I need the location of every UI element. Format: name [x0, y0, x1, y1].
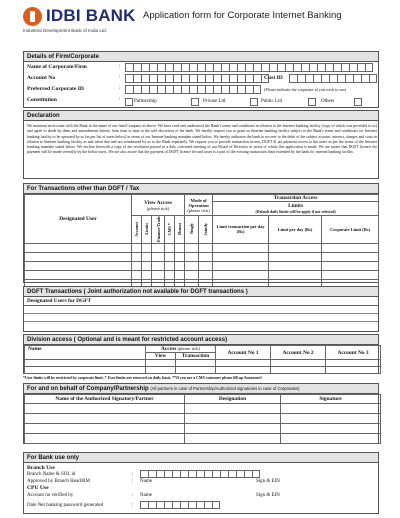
preferred-id-note: (Please indicate the corporate id you wish to use) [264, 87, 347, 92]
transaction-access-header: Transaction Access [213, 195, 379, 202]
declaration-text: We maintain an account with the Bank in the name of our firm/Company as above. We have read and understood the Bank's terms and conditions in relation to the Internet banking facility (copy of which was provided to us) and agree to abide by them and amendments thereto from time to time at the sole discretion of the bank. We hereby request you to grant us Internet banking facility subject to the Bank's terms and conditions for Internet banking facility to be operated by us (as per list of users below) in terms of our Internet banking mandate stated below. We hereby authorize the bank to recover to the debit of the subject account, interest, charges and costs in relation to Internet banking facility as and when due and not reimbursed by us to the Bank separately. We request you to provide transaction access, DGFT & tax payment access to the users as per the terms of the Internet banking mandate stated below. We enclose herewith a copy of the resolution passed in a duly convened meeting of our Board of Directors in terms of which this application is made. We are aware that DGFT licence fee payment will be made severally by the below users. We are also aware that the payment of DGFT licence fee and taxes is a part of the existing transaction limit extended by the bank for internet banking facility. [27, 124, 377, 155]
cpu-use-label: CPU Use [27, 485, 49, 491]
cust-id-label: Cust ID [264, 75, 283, 81]
view-cms-col: CMS * [165, 216, 175, 244]
preferred-id-label: Preferred Corporate ID [27, 86, 84, 92]
account-no-boxes[interactable] [125, 74, 269, 83]
view-demat-col: Demat [175, 216, 185, 244]
view-finance-col: Finance/Trade [152, 216, 165, 244]
account-no-1-header: Account No 1 [216, 346, 271, 360]
table-row[interactable] [25, 243, 379, 252]
approved-sign-label: Sign & EIN [256, 479, 280, 484]
cust-id-boxes[interactable] [289, 74, 377, 83]
constitution-label: Constitution [27, 97, 57, 103]
account-verified-label: Account no verified by [27, 493, 74, 498]
view-limits-col: Limits [142, 216, 152, 244]
declaration-section [23, 110, 379, 179]
account-no-3-header: Account No 3 [326, 346, 381, 360]
idbi-logo [23, 6, 141, 36]
others-checkbox[interactable] [308, 98, 316, 106]
division-name-header: Name [25, 346, 146, 353]
mode-singly-col: Singly [185, 216, 199, 244]
behalf-heading: For and on behalf of Company/Partnership (All partners in case of Partnership/Authorized signatories in case of Corporates) [24, 384, 378, 394]
dgft-user-line[interactable] [24, 306, 378, 314]
division-section [23, 334, 379, 374]
view-account-col: Account [132, 216, 142, 244]
details-heading: Details of Firm/Corporate [24, 52, 378, 62]
public-ltd-checkbox[interactable] [250, 98, 258, 106]
dgft-heading: DGFT Transactions ( Joint authorization not available for DGFT transactions ) [24, 287, 378, 297]
division-heading: Division access ( Optional and is meant for restricted account access) [24, 335, 378, 345]
declaration-heading: Declaration [24, 111, 378, 121]
account-no-2-header: Account No 2 [271, 346, 326, 360]
verified-sign-label: Sign & EIN [256, 493, 280, 498]
signatory-table [24, 394, 381, 444]
password-date-boxes[interactable] [140, 501, 220, 509]
division-table [24, 345, 381, 374]
bank-use-section: For Bank use only Branch Use Branch Name & SOL id : Approved by Branch Head/RM : Name Sign & EIN CPU Use Account no verified by : Name Sign & EIN Date Net banking password generated : [23, 452, 379, 514]
designation-header: Designation [185, 395, 281, 404]
transactions-section [23, 183, 379, 283]
table-row[interactable] [25, 404, 381, 414]
private-ltd-checkbox[interactable] [191, 98, 199, 106]
approved-name-label: Name [140, 479, 152, 484]
account-no-label: Account No [27, 75, 56, 81]
logo-subtitle: Industrial Development Bank of India Ltd. [23, 28, 108, 33]
approved-by-label: Approved by Branch Head/RM [27, 479, 90, 484]
designated-user-header: Designated User [25, 195, 132, 244]
others-specify-box[interactable] [354, 98, 362, 106]
table-row[interactable] [25, 367, 381, 374]
verified-name-label: Name [140, 493, 152, 498]
bank-use-heading: For Bank use only [24, 453, 378, 463]
dgft-users-label: Designated Users for DGFT [24, 297, 378, 306]
behalf-section [23, 383, 379, 444]
corporate-limit-header: Corporate Limit (Rs) [322, 216, 379, 244]
mode-jointly-col: Jointly [199, 216, 213, 244]
table-row[interactable] [25, 261, 379, 270]
table-row[interactable] [25, 414, 381, 424]
division-view-header: View [146, 353, 176, 360]
idbi-logo-icon [23, 7, 42, 26]
public-ltd-option: Public Ltd [261, 99, 282, 104]
dgft-section [23, 286, 379, 332]
details-section: Details of Firm/Corporate Name of Corporate/Firm : Account No : Cust ID Preferred Corporate ID : (Please indicate the corporate id you wish to use) Constitution : Partnership Private Ltd Public Ltd Others [23, 51, 379, 108]
mode-header: Mode of Operation (please tick) [185, 195, 213, 216]
signatory-name-header: Name of the Authorized Signatory/Partner [25, 395, 185, 404]
branch-use-label: Branch Use [27, 465, 55, 471]
table-row[interactable] [25, 424, 381, 434]
table-row[interactable] [25, 360, 381, 367]
partnership-option: Partnership [134, 99, 157, 104]
partnership-checkbox[interactable] [125, 98, 133, 106]
password-date-label: Date Net banking password generated [27, 503, 104, 508]
view-access-header: View Access (please tick) [132, 195, 185, 216]
others-option: Others [321, 99, 335, 104]
division-access-header: Access (please tick) [146, 346, 216, 353]
branch-name-label: Branch Name & SOL id [27, 472, 76, 477]
limit-per-txn-header: Limit transaction per day (Rs) [213, 216, 269, 244]
transactions-table [24, 194, 379, 289]
corporate-name-label: Name of Corporate/Firm [27, 64, 87, 70]
private-ltd-option: Private Ltd [203, 99, 226, 104]
table-row[interactable] [25, 270, 379, 279]
transactions-heading: For Transactions other than DGFT / Tax [24, 184, 378, 194]
dgft-user-line[interactable] [24, 314, 378, 322]
limits-header: Limits (Default daily limits will be apply if not selected) [213, 202, 379, 216]
limits-footnote: *User limits will be restricted by corporate limit. * User limits are renewed on daily basis. **If you are a CMS customer please fill up Annexure1 [23, 376, 263, 380]
form-title: Application form for Corporate Internet Banking [143, 10, 342, 21]
preferred-id-boxes[interactable] [125, 85, 261, 94]
logo-text: IDBI BANK [46, 6, 136, 25]
division-transaction-header: Transaction [176, 353, 216, 360]
table-row[interactable] [25, 252, 379, 261]
branch-sol-boxes[interactable] [140, 470, 260, 478]
limit-per-day-header: Limit per day (Rs) [269, 216, 322, 244]
signature-header: Signature [281, 395, 381, 404]
corporate-name-boxes[interactable] [125, 63, 373, 72]
table-row[interactable] [25, 434, 381, 444]
